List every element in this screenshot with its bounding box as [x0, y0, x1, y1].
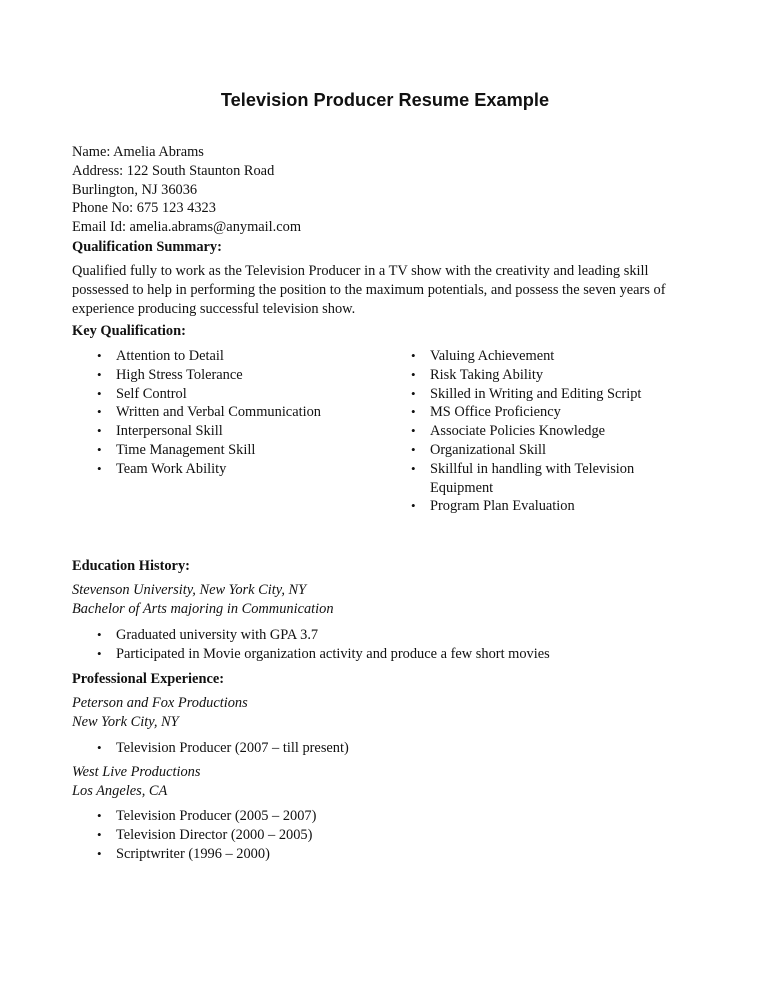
contact-email: Email Id: amelia.abrams@anymail.com — [72, 219, 302, 236]
list-item: • Organizational Skill — [411, 441, 547, 458]
list-item: • Valuing Achievement — [411, 348, 555, 364]
contact-block — [72, 143, 301, 237]
contact-city: Burlington, NJ 36036 — [72, 181, 198, 198]
company-name: Peterson and Fox Productions — [72, 695, 248, 711]
education-institution — [72, 581, 334, 619]
bullet-icon: • — [411, 385, 416, 401]
bullet-icon: • — [97, 366, 102, 382]
bullet-icon: • — [411, 423, 416, 439]
list-item: • Written and Verbal Communication — [97, 404, 321, 421]
bullet-icon: • — [97, 460, 102, 476]
list-item: • Skillful in handling with Television — [411, 460, 635, 477]
contact-address: Address: 122 South Staunton Road — [72, 162, 275, 179]
list-item: • Time Management Skill — [97, 441, 256, 458]
job-1-roles — [72, 739, 349, 758]
summary-line: experience producing successful television show. — [72, 300, 356, 317]
list-item: • Team Work Ability — [97, 460, 227, 477]
bullet-icon: • — [97, 441, 102, 457]
contact-name: Name: Amelia Abrams — [72, 144, 204, 160]
list-item: • High Stress Tolerance — [97, 366, 243, 383]
list-item: • MS Office Proficiency — [411, 404, 561, 421]
education-list — [72, 626, 550, 664]
bullet-icon: • — [97, 627, 102, 642]
bullet-icon: • — [97, 385, 102, 401]
key-qualification-heading: Key Qualification: — [72, 323, 186, 339]
school-name: Stevenson University, New York City, NY — [72, 582, 307, 598]
bullet-icon: • — [411, 498, 416, 514]
company-name: West Live Productions — [72, 764, 201, 780]
list-item: • Risk Taking Ability — [411, 366, 544, 383]
bullet-icon: • — [97, 826, 102, 842]
qualification-summary-heading: Qualification Summary: — [72, 239, 222, 255]
bullet-icon: • — [97, 845, 102, 861]
summary-line: Qualified fully to work as the Television Producer in a TV show with the creativity and leading skill — [72, 263, 649, 279]
list-item: • Scriptwriter (1996 – 2000) — [97, 845, 270, 862]
list-item: • Associate Policies Knowledge — [411, 423, 606, 440]
list-item: • Attention to Detail — [97, 348, 224, 364]
experience-heading: Professional Experience: — [72, 671, 225, 687]
bullet-icon: • — [411, 366, 416, 382]
bullet-icon: • — [97, 423, 102, 439]
list-item: • Skilled in Writing and Editing Script — [411, 385, 642, 402]
bullet-icon: • — [97, 645, 102, 661]
list-item-continuation: Equipment — [430, 479, 494, 496]
bullet-icon: • — [411, 348, 416, 363]
list-item: • Participated in Movie organization activity and produce a few short movies — [97, 645, 550, 662]
list-item: • Program Plan Evaluation — [411, 498, 575, 515]
list-item: • Interpersonal Skill — [97, 423, 223, 440]
list-item: • Television Producer (2007 – till present) — [97, 740, 349, 756]
key-qualification-left-list — [72, 347, 321, 479]
education-heading: Education History: — [72, 558, 190, 574]
list-item: • Graduated university with GPA 3.7 — [97, 627, 319, 643]
list-item: • Television Director (2000 – 2005) — [97, 826, 313, 843]
bullet-icon: • — [411, 404, 416, 420]
list-item: • Self Control — [97, 385, 187, 402]
company-location: New York City, NY — [72, 713, 179, 730]
key-qualification-right-list — [386, 347, 641, 516]
degree-name: Bachelor of Arts majoring in Communication — [72, 600, 334, 617]
qualification-summary-text — [72, 262, 702, 318]
bullet-icon: • — [97, 348, 102, 363]
bullet-icon: • — [97, 808, 102, 823]
bullet-icon: • — [411, 441, 416, 457]
bullet-icon: • — [411, 460, 416, 476]
job-2-header — [72, 763, 200, 801]
list-item: • Television Producer (2005 – 2007) — [97, 808, 317, 824]
job-2-roles — [72, 807, 316, 863]
contact-phone: Phone No: 675 123 4323 — [72, 200, 216, 217]
bullet-icon: • — [97, 404, 102, 420]
bullet-icon: • — [97, 740, 102, 755]
company-location: Los Angeles, CA — [72, 782, 168, 799]
resume-title: Television Producer Resume Example — [220, 90, 550, 110]
summary-line: possessed to help in performing the position to the maximum potentials, and possess the seven years of — [72, 281, 666, 298]
job-1-header — [72, 694, 248, 732]
